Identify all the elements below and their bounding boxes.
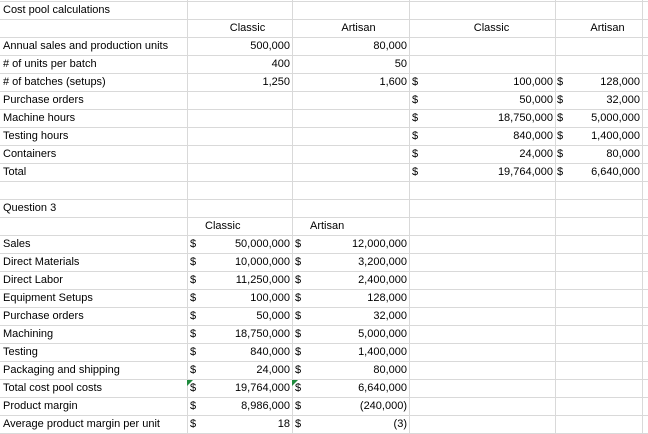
cell-a-7[interactable]: Machine hours: [3, 112, 76, 124]
cell-e-6[interactable]: $: [412, 94, 419, 106]
cell-f-10[interactable]: 19,764,000: [497, 166, 553, 178]
cell-a-4[interactable]: # of units per batch: [3, 58, 97, 70]
cell-b-23[interactable]: $: [190, 400, 197, 412]
cell-c-14[interactable]: 50,000,000: [234, 238, 290, 250]
cell-c-4[interactable]: 400: [271, 58, 290, 70]
cell-d-14[interactable]: 12,000,000: [351, 238, 407, 250]
cell-a-15[interactable]: Direct Materials: [3, 256, 80, 268]
cell-h-6[interactable]: 32,000: [606, 94, 640, 106]
cell-f-6[interactable]: 50,000: [519, 94, 553, 106]
cell-c-19[interactable]: 18,750,000: [234, 328, 290, 340]
cell-a-1[interactable]: Cost pool calculations: [3, 4, 111, 16]
cell-cd-23[interactable]: $: [295, 400, 302, 412]
cell-b-16[interactable]: $: [190, 274, 197, 286]
cell-a-16[interactable]: Direct Labor: [3, 274, 63, 286]
cell-e-9[interactable]: $: [412, 148, 419, 160]
cell-e-8[interactable]: $: [412, 130, 419, 142]
cell-cd-16[interactable]: $: [295, 274, 302, 286]
cell-b-18[interactable]: $: [190, 310, 197, 322]
cell-g-6[interactable]: $: [557, 94, 564, 106]
cell-a-5[interactable]: # of batches (setups): [3, 76, 106, 88]
cell-g-7[interactable]: $: [557, 112, 564, 124]
cell-cd-17[interactable]: $: [295, 292, 302, 304]
cell-cd-18[interactable]: $: [295, 310, 302, 322]
cell-d-16[interactable]: 2,400,000: [358, 274, 407, 286]
cell-cd-21[interactable]: $: [295, 364, 302, 376]
cell-a-22[interactable]: Total cost pool costs: [3, 382, 103, 394]
cell-d-22[interactable]: 6,640,000: [358, 382, 407, 394]
cell-h-10[interactable]: 6,640,000: [591, 166, 640, 178]
cell-a-8[interactable]: Testing hours: [3, 130, 69, 142]
cell-d-20[interactable]: 1,400,000: [358, 346, 407, 358]
cell-d-4[interactable]: 50: [394, 58, 407, 70]
cell-c-3[interactable]: 500,000: [250, 40, 290, 52]
error-flag-icon[interactable]: [292, 380, 298, 386]
cell-c-20[interactable]: 840,000: [250, 346, 290, 358]
cell-g-10[interactable]: $: [557, 166, 564, 178]
cell-a-18[interactable]: Purchase orders: [3, 310, 84, 322]
cell-c-16[interactable]: 11,250,000: [235, 274, 290, 286]
cell-c-22[interactable]: 19,764,000: [234, 382, 290, 394]
cell-b-22[interactable]: $: [190, 382, 197, 394]
cell-d-2[interactable]: Artisan: [341, 22, 376, 34]
cell-c-5[interactable]: 1,250: [262, 76, 290, 88]
cell-a-12[interactable]: Question 3: [3, 202, 57, 214]
cell-cd-22[interactable]: $: [295, 382, 302, 394]
cell-d-17[interactable]: 128,000: [367, 292, 407, 304]
cell-a-24[interactable]: Average product margin per unit: [3, 418, 160, 430]
cell-e-10[interactable]: $: [412, 166, 419, 178]
cell-c-13[interactable]: Classic: [205, 220, 241, 232]
cell-c-23[interactable]: 8,986,000: [241, 400, 290, 412]
cell-c-18[interactable]: 50,000: [256, 310, 290, 322]
cell-a-20[interactable]: Testing: [3, 346, 38, 358]
cell-c-24[interactable]: 18: [277, 418, 290, 430]
cell-d-3[interactable]: 80,000: [373, 40, 407, 52]
cell-f-2[interactable]: Classic: [473, 22, 510, 34]
cell-f-9[interactable]: 24,000: [519, 148, 553, 160]
cell-b-24[interactable]: $: [190, 418, 197, 430]
cell-b-20[interactable]: $: [190, 346, 197, 358]
cell-b-21[interactable]: $: [190, 364, 197, 376]
cell-b-14[interactable]: $: [190, 238, 197, 250]
cell-b-15[interactable]: $: [190, 256, 197, 268]
cell-h-7[interactable]: 5,000,000: [591, 112, 640, 124]
cell-d-18[interactable]: 32,000: [373, 310, 407, 322]
cell-e-7[interactable]: $: [412, 112, 419, 124]
cell-c-21[interactable]: 24,000: [256, 364, 290, 376]
cell-h-2[interactable]: Artisan: [590, 22, 625, 34]
cell-cd-20[interactable]: $: [295, 346, 302, 358]
cell-d-19[interactable]: 5,000,000: [358, 328, 407, 340]
cell-h-5[interactable]: 128,000: [600, 76, 640, 88]
cell-c-15[interactable]: 10,000,000: [234, 256, 290, 268]
cell-d-15[interactable]: 3,200,000: [358, 256, 407, 268]
cell-c-2[interactable]: Classic: [229, 22, 266, 34]
cell-b-17[interactable]: $: [190, 292, 197, 304]
cell-a-10[interactable]: Total: [3, 166, 27, 178]
cell-f-5[interactable]: 100,000: [513, 76, 553, 88]
cell-cd-19[interactable]: $: [295, 328, 302, 340]
cell-a-9[interactable]: Containers: [3, 148, 57, 160]
error-flag-icon[interactable]: [187, 380, 193, 386]
cell-d-23[interactable]: (240,000): [359, 400, 407, 412]
cell-g-8[interactable]: $: [557, 130, 564, 142]
cell-h-9[interactable]: 80,000: [606, 148, 640, 160]
cell-d-5[interactable]: 1,600: [379, 76, 407, 88]
cell-g-5[interactable]: $: [557, 76, 564, 88]
cell-d-24[interactable]: (3): [393, 418, 407, 430]
cell-cd-24[interactable]: $: [295, 418, 302, 430]
cell-c-17[interactable]: 100,000: [250, 292, 290, 304]
cell-f-7[interactable]: 18,750,000: [497, 112, 553, 124]
cell-cd-14[interactable]: $: [295, 238, 302, 250]
cell-b-19[interactable]: $: [190, 328, 197, 340]
row-gridline: [0, 181, 648, 182]
cell-g-9[interactable]: $: [557, 148, 564, 160]
cell-a-23[interactable]: Product margin: [3, 400, 78, 412]
cell-f-8[interactable]: 840,000: [513, 130, 553, 142]
cell-a-19[interactable]: Machining: [3, 328, 54, 340]
cell-a-14[interactable]: Sales: [3, 238, 31, 250]
cell-a-17[interactable]: Equipment Setups: [3, 292, 93, 304]
cell-d-13[interactable]: Artisan: [310, 220, 345, 232]
cell-h-8[interactable]: 1,400,000: [591, 130, 640, 142]
cell-a-6[interactable]: Purchase orders: [3, 94, 84, 106]
cell-a-3[interactable]: Annual sales and production units: [3, 40, 169, 52]
cell-a-21[interactable]: Packaging and shipping: [3, 364, 120, 376]
cell-cd-15[interactable]: $: [295, 256, 302, 268]
cell-d-21[interactable]: 80,000: [373, 364, 407, 376]
cell-e-5[interactable]: $: [412, 76, 419, 88]
